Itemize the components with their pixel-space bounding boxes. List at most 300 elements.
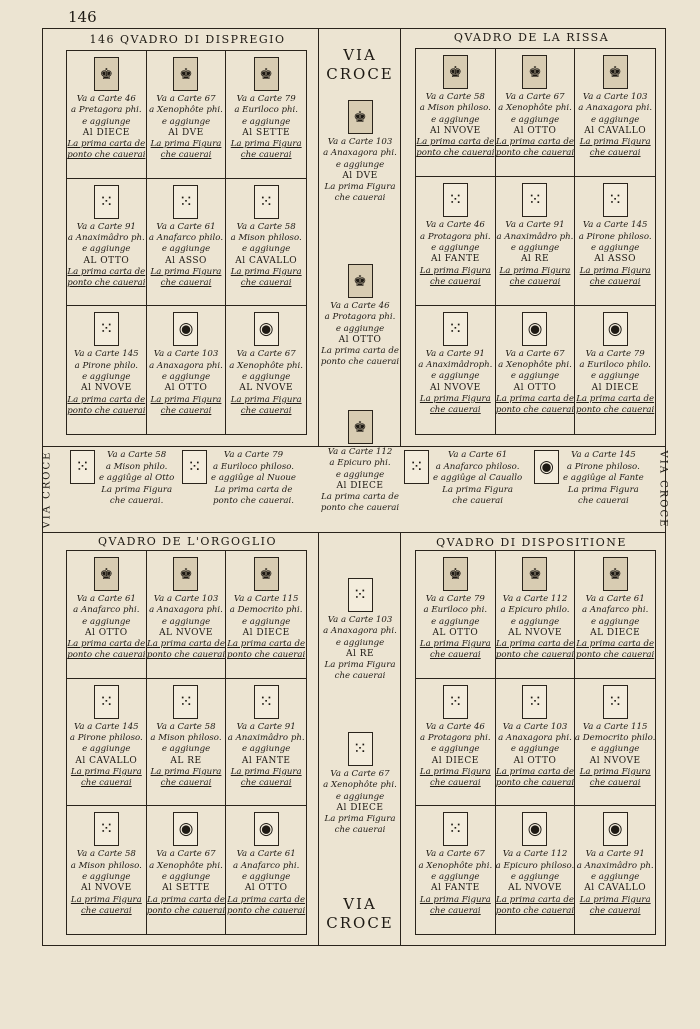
instruction-line: che cauerai [429, 650, 481, 661]
quadro-cell [496, 679, 576, 807]
aggiunge-label: e aggiunge [510, 871, 560, 882]
philosopher: a Anafarco phi. [581, 605, 649, 616]
philosopher: a Xenophôte phi. [149, 105, 223, 116]
figure-card-icon: ♚ [348, 264, 373, 298]
instruction-line: ponto che cauerai [495, 650, 575, 661]
quadro-cell [496, 306, 576, 434]
quadro-cell [496, 49, 576, 177]
carte-ref: Va a Carte 61 [448, 450, 508, 460]
added-card: Al CAVALLO [584, 883, 647, 894]
added-card: Al NVOVE [429, 382, 481, 393]
divider [400, 28, 401, 446]
added-card: Al OTTO [513, 125, 557, 136]
aggiunge-label: e aggiunge [590, 871, 640, 882]
aggiunge-label: e aggiûge al Cauallo [433, 473, 523, 483]
carte-ref: Va a Carte 112 [327, 447, 393, 457]
instruction-line: ponto che cauerai. [212, 496, 294, 506]
added-card: Al ASSO [165, 255, 207, 266]
center-entry [318, 732, 402, 837]
carte-ref: Va a Carte 145 [582, 220, 648, 231]
via-croce-right: VIA CROCE [657, 450, 669, 529]
philosopher: a Mison philoso. [70, 860, 142, 871]
instruction-line: La prima Figura [324, 660, 396, 671]
figure-card-icon: ♚ [603, 55, 628, 89]
figure-card-icon: ♚ [603, 557, 628, 591]
dice-card-icon: ⁙ [522, 183, 547, 217]
instruction-line: La prima carta de [67, 394, 146, 405]
instruction-line: La prima carta de [227, 639, 306, 650]
figure-card-icon: ♚ [173, 557, 198, 591]
instruction-line: ponto che cauerai [67, 150, 146, 161]
added-card: Al FANTE [241, 755, 291, 766]
added-card: Al OTTO [513, 382, 557, 393]
carte-ref: Va a Carte 61 [585, 594, 645, 604]
added-card: Al OTTO [244, 883, 288, 894]
instruction-line: La prima carta de [496, 137, 574, 148]
quadro-cell [226, 51, 306, 179]
quadro-cell [226, 806, 306, 934]
quadro-cell [416, 551, 496, 679]
instruction-line: ponto che cauerai [67, 650, 146, 661]
coin-card-icon: ◉ [173, 812, 198, 846]
carte-ref: Va a Carte 67 [330, 769, 390, 779]
via-croce-bottom: VIA CROCE [326, 895, 394, 932]
dice-card-icon: ⁙ [443, 685, 468, 719]
instruction-line: che cauerai [80, 778, 132, 789]
instruction-line: ponto che cauerai [495, 405, 575, 416]
added-card: Al DIECE [82, 127, 130, 138]
aggiunge-label: e aggiunge [241, 744, 291, 755]
quadro-cell [416, 679, 496, 807]
quadro-title: QVADRO DE LA RISSA [453, 31, 610, 44]
quadro-cell [575, 177, 655, 305]
aggiunge-label: e aggiunge [241, 371, 291, 382]
coin-card-icon: ◉ [522, 812, 547, 846]
added-card: AL NVOVE [508, 883, 562, 894]
added-card: Al DIECE [591, 382, 639, 393]
instruction-line: La prima carta de [67, 266, 146, 277]
aggiunge-label: e aggiunge [82, 616, 131, 627]
instruction-line: La prima Figura [150, 139, 222, 150]
philosopher: a Anafarco philoso. [435, 461, 520, 472]
instruction-line: La prima Figura [419, 265, 491, 276]
aggiunge-label: e aggiunge [161, 244, 211, 255]
instruction-line: La prima carta de [576, 639, 655, 650]
philosopher: a Protagora phi. [420, 732, 491, 743]
carte-ref: Va a Carte 103 [153, 594, 219, 604]
instruction-line: che cauerai [429, 905, 481, 916]
figure-card-icon: ♚ [254, 557, 279, 591]
aggiunge-label: e aggiunge [510, 371, 560, 382]
coin-card-icon: ◉ [173, 312, 198, 346]
instruction-line: ponto che cauerai [576, 405, 655, 416]
quadro-cell [147, 179, 227, 307]
philosopher: a Anaximâdroph. [418, 359, 493, 370]
aggiunge-label: e aggiunge [82, 244, 131, 255]
philosopher: a Xenophôte phi. [418, 860, 493, 871]
quadro-cell [67, 679, 147, 807]
aggiunge-label: e aggiunge [431, 242, 480, 253]
figure-card-icon: ♚ [443, 557, 468, 591]
instruction-line: La prima Figura [567, 484, 639, 495]
added-card: AL RE [170, 755, 202, 766]
instruction-line: La prima Figura [230, 266, 302, 277]
added-card: AL OTTO [432, 627, 479, 638]
instruction-line: La prima carta de [67, 639, 146, 650]
added-card: Al FANTE [431, 883, 480, 894]
philosopher: a Pirone philoso. [566, 461, 640, 472]
dice-card-icon: ⁙ [94, 185, 119, 219]
aggiunge-label: e aggiunge [510, 616, 560, 627]
instruction-line: La prima Figura [230, 139, 302, 150]
carte-ref: Va a Carte 67 [505, 348, 565, 359]
instruction-line: che cauerai [160, 405, 212, 416]
carte-ref: Va a Carte 46 [76, 94, 136, 104]
instruction-line: ponto che cauerai [495, 905, 575, 916]
aggiunge-label: e aggiunge [161, 371, 211, 382]
carte-ref: Va a Carte 145 [74, 349, 139, 360]
instruction-line: ponto che cauerai [495, 148, 575, 159]
instruction-line: La prima Figura [230, 394, 302, 405]
instruction-line: che cauerai [160, 778, 212, 789]
philosopher: a Anaximâdro ph. [67, 232, 145, 243]
instruction-line: che cauerai [589, 905, 641, 916]
carte-ref: Va a Carte 91 [76, 221, 136, 232]
carte-ref: Va a Carte 61 [156, 221, 216, 232]
instruction-line: La prima Figura [150, 266, 222, 277]
quadro-cell [147, 679, 227, 807]
instruction-line: che cauerai [160, 278, 212, 289]
carte-ref: Va a Carte 145 [74, 721, 139, 732]
dice-card-icon: ⁙ [404, 450, 429, 484]
instruction-line: La prima carta de [496, 639, 574, 650]
instruction-line: che cauerai [589, 778, 641, 789]
quadro-title: QVADRO DI DISPOSITIONE [436, 536, 627, 549]
philosopher: a Mison philoso. [419, 103, 491, 114]
figure-card-icon: ♚ [522, 557, 547, 591]
added-card: Al RE [520, 254, 550, 265]
carte-ref: Va a Carte 103 [327, 137, 393, 147]
coin-card-icon: ◉ [254, 812, 279, 846]
aggiunge-label: e aggiunge [241, 871, 291, 882]
philosopher: a Anaxagora phi. [149, 605, 223, 616]
aggiunge-label: e aggiunge [590, 744, 640, 755]
quadro-grid [415, 550, 656, 935]
added-card: AL OTTO [83, 255, 130, 266]
figure-card-icon: ♚ [443, 55, 468, 89]
philosopher: a Anaxagora phi. [323, 626, 397, 637]
aggiunge-label: e aggiunge [431, 871, 480, 882]
quadro-cell [226, 179, 306, 307]
quadro-grid [66, 50, 307, 435]
philosopher: a Pirone philo. [74, 360, 138, 371]
aggiunge-label: e aggiunge [161, 744, 211, 755]
carte-ref: Va a Carte 115 [233, 594, 299, 604]
added-card: Al CAVALLO [235, 255, 298, 266]
philosopher: a Xenophôte phi. [498, 103, 572, 114]
quadro-cell [575, 679, 655, 807]
instruction-line: La prima carta de [321, 492, 399, 503]
philosopher: a Xenophôte phi. [229, 360, 304, 371]
aggiunge-label: e aggiunge [82, 371, 131, 382]
page-number: 146 [68, 8, 97, 26]
instruction-line: ponto che cauerai [67, 278, 146, 289]
aggiunge-label: e aggiunge [241, 116, 291, 127]
aggiunge-label: e aggiunge [241, 244, 291, 255]
carte-ref: Va a Carte 103 [153, 349, 219, 360]
instruction-line: La prima carta de [214, 484, 293, 495]
aggiunge-label: e aggiûge al Fante [563, 473, 644, 483]
philosopher: a Anaximâdro ph. [227, 732, 305, 743]
dice-card-icon: ⁙ [94, 812, 119, 846]
instruction-line: ponto che cauerai [227, 650, 306, 661]
philosopher: a Democrito phi. [229, 605, 303, 616]
instruction-line: ponto che cauerai [576, 650, 655, 661]
added-card: Al OTTO [513, 755, 557, 766]
added-card: Al DIECE [431, 755, 479, 766]
instruction-line: La prima carta de [147, 639, 225, 650]
philosopher: a Anaximâdro ph. [496, 231, 574, 242]
philosopher: a Euriloco phi. [423, 605, 488, 616]
philosopher: a Xenophôte phi. [498, 359, 572, 370]
aggiunge-label: e aggiunge [510, 242, 560, 253]
dice-card-icon: ⁙ [443, 312, 468, 346]
dice-card-icon: ⁙ [173, 185, 198, 219]
added-card: Al CAVALLO [75, 755, 138, 766]
philosopher: a Mison philo. [105, 461, 168, 472]
figure-card-icon: ♚ [173, 57, 198, 91]
instruction-line: La prima Figura [70, 766, 142, 777]
quadro-cell [496, 551, 576, 679]
quadro-title: QVADRO DE L'ORGOGLIO [97, 535, 277, 548]
carte-ref: Va a Carte 58 [76, 849, 136, 860]
instruction-line: La prima Figura [579, 894, 651, 905]
instruction-line: che cauerai [240, 278, 292, 289]
instruction-line: ponto che cauerai [320, 503, 400, 514]
instruction-line: che cauerai [429, 405, 481, 416]
philosopher: a Anaxagora phi. [578, 103, 653, 114]
instruction-line: La prima Figura [70, 894, 142, 905]
dice-card-icon: ⁙ [70, 450, 95, 484]
instruction-line: ponto che cauerai [227, 905, 306, 916]
dice-card-icon: ⁙ [603, 685, 628, 719]
instruction-line: ponto che cauerai [320, 357, 400, 368]
aggiunge-label: e aggiunge [431, 616, 480, 627]
instruction-line: La prima carta de [496, 894, 574, 905]
instruction-line: La prima carta de [147, 894, 225, 905]
quadro-title: 146 QVADRO DI DISPREGIO [89, 33, 286, 46]
via-croce-top: VIA CROCE [326, 46, 394, 83]
carte-ref: Va a Carte 91 [236, 721, 296, 732]
carte-ref: Va a Carte 112 [502, 594, 568, 604]
dice-card-icon: ⁙ [182, 450, 207, 484]
aggiunge-label: e aggiunge [161, 616, 211, 627]
instruction-line: che cauerai [240, 778, 292, 789]
added-card: AL NVOVE [508, 627, 562, 638]
added-card: Al CAVALLO [584, 125, 647, 136]
philosopher: a Anaxagora phi. [323, 148, 397, 159]
center-entry [318, 410, 402, 515]
instruction-line: che cauerai [334, 825, 386, 836]
added-card: Al NVOVE [589, 755, 641, 766]
divider [318, 28, 319, 446]
aggiunge-label: e aggiunge [335, 791, 385, 802]
instruction-line: che cauerai [80, 905, 132, 916]
dice-card-icon: ⁙ [603, 183, 628, 217]
instruction-line: ponto che cauerai [416, 148, 495, 159]
aggiunge-label: e aggiunge [590, 242, 640, 253]
added-card: Al NVOVE [80, 383, 132, 394]
quadro-cell [416, 177, 496, 305]
coin-card-icon: ◉ [254, 312, 279, 346]
carte-ref: Va a Carte 79 [223, 450, 284, 460]
carte-ref: Va a Carte 103 [502, 721, 568, 732]
quadro-grid [415, 48, 656, 435]
band-entry [404, 450, 522, 508]
quadro-cell [575, 49, 655, 177]
instruction-line: La prima Figura [499, 265, 571, 276]
instruction-line: La prima Figura [419, 639, 491, 650]
instruction-line: La prima Figura [579, 137, 651, 148]
aggiunge-label: e aggiunge [590, 114, 640, 125]
philosopher: a Pirone philoso. [69, 732, 143, 743]
quadro-cell [416, 806, 496, 934]
philosopher: a Pirone philoso. [578, 231, 652, 242]
aggiunge-label: e aggiunge [82, 871, 131, 882]
aggiunge-label: e aggiûge al Nuoue [211, 473, 296, 483]
philosopher: a Democrito philo. [575, 732, 655, 743]
carte-ref: Va a Carte 46 [425, 220, 485, 231]
philosopher: a Protagora phi. [324, 312, 396, 323]
figure-card-icon: ♚ [348, 100, 373, 134]
figure-card-icon: ♚ [522, 55, 547, 89]
instruction-line: che cauerai [452, 496, 503, 506]
instruction-line: La prima Figura [419, 766, 491, 777]
instruction-line: che cauerai [589, 148, 641, 159]
carte-ref: Va a Carte 58 [107, 450, 167, 460]
added-card: AL DIECE [590, 627, 641, 638]
philosopher: a Pretagora phi. [71, 105, 142, 116]
philosopher: a Anaximâdro ph. [576, 860, 654, 871]
quadro-cell [416, 49, 496, 177]
aggiunge-label: e aggiunge [241, 616, 291, 627]
instruction-line: La prima Figura [101, 484, 173, 495]
added-card: Al SETTE [242, 127, 291, 138]
coin-card-icon: ◉ [534, 450, 559, 484]
philosopher: a Epicuro phi. [329, 458, 391, 469]
instruction-line: ponto che cauerai [67, 405, 146, 416]
coin-card-icon: ◉ [603, 312, 628, 346]
aggiunge-label: e aggiunge [335, 637, 385, 648]
quadro-cell [147, 806, 227, 934]
carte-ref: Va a Carte 46 [330, 301, 390, 311]
carte-ref: Va a Carte 145 [571, 450, 636, 460]
instruction-line: La prima carta de [67, 139, 146, 150]
carte-ref: Va a Carte 58 [236, 221, 296, 232]
instruction-line: che cauerai [240, 405, 292, 416]
aggiunge-label: e aggiunge [510, 114, 560, 125]
instruction-line: La prima Figura [579, 766, 651, 777]
instruction-line: La prima carta de [496, 393, 574, 404]
instruction-line: La prima carta de [416, 137, 495, 148]
added-card: Al SETTE [162, 883, 210, 894]
quadro-cell [575, 306, 655, 434]
carte-ref: Va a Carte 61 [236, 849, 296, 860]
instruction-line: che cauerai. [109, 496, 164, 506]
quadro-cell [147, 306, 227, 434]
philosopher: a Anaxagora phi. [498, 732, 572, 743]
instruction-line: che cauerai [334, 193, 386, 204]
carte-ref: Va a Carte 103 [327, 615, 393, 625]
carte-ref: Va a Carte 67 [156, 849, 216, 860]
carte-ref: Va a Carte 79 [425, 594, 485, 604]
center-entry [318, 578, 402, 683]
dice-card-icon: ⁙ [94, 312, 119, 346]
quadro-cell [226, 679, 306, 807]
aggiunge-label: e aggiunge [431, 744, 480, 755]
carte-ref: Va a Carte 67 [236, 349, 296, 360]
aggiunge-label: e aggiunge [510, 744, 560, 755]
instruction-line: che cauerai [334, 671, 386, 682]
figure-card-icon: ♚ [254, 57, 279, 91]
carte-ref: Va a Carte 61 [76, 594, 136, 604]
dice-card-icon: ⁙ [254, 185, 279, 219]
coin-card-icon: ◉ [522, 312, 547, 346]
carte-ref: Va a Carte 67 [156, 94, 216, 104]
quadro-cell [226, 551, 306, 679]
dice-card-icon: ⁙ [254, 685, 279, 719]
added-card: Al OTTO [84, 627, 128, 638]
philosopher: a Xenophôte phi. [323, 780, 397, 791]
carte-ref: Va a Carte 67 [425, 849, 485, 860]
aggiunge-label: e aggiunge [335, 469, 385, 480]
added-card: AL NVOVE [159, 627, 213, 638]
philosopher: a Epicuro philo. [500, 605, 570, 616]
quadro-cell [67, 306, 147, 434]
quadro-grid [66, 550, 307, 935]
instruction-line: ponto che cauerai [146, 905, 226, 916]
instruction-line: ponto che cauerai [495, 778, 575, 789]
philosopher: a Mison philoso. [150, 732, 222, 743]
figure-card-icon: ♚ [94, 557, 119, 591]
aggiunge-label: e aggiunge [590, 371, 640, 382]
added-card: Al NVOVE [429, 125, 481, 136]
added-card: Al RE [345, 648, 375, 659]
added-card: Al OTTO [164, 383, 208, 394]
added-card: Al OTTO [338, 334, 382, 345]
carte-ref: Va a Carte 91 [425, 348, 485, 359]
carte-ref: Va a Carte 58 [425, 92, 485, 102]
added-card: Al DIECE [242, 627, 290, 638]
added-card: Al DIECE [336, 480, 384, 491]
via-croce-left: VIA CROCE [41, 450, 53, 529]
dice-card-icon: ⁙ [94, 685, 119, 719]
figure-card-icon: ♚ [348, 410, 373, 444]
aggiunge-label: e aggiûge al Otto [99, 473, 175, 483]
philosopher: a Xenophôte phi. [149, 860, 223, 871]
philosopher: a Anaxagora phi. [149, 360, 223, 371]
instruction-line: che cauerai [578, 496, 629, 506]
instruction-line: La prima Figura [150, 766, 222, 777]
band-entry [70, 450, 174, 508]
instruction-line: ponto che cauerai [146, 650, 226, 661]
philosopher: a Mison philoso. [230, 232, 302, 243]
divider [42, 532, 666, 533]
added-card: Al DIECE [336, 802, 384, 813]
quadro-cell [416, 306, 496, 434]
added-card: Al NVOVE [80, 883, 132, 894]
carte-ref: Va a Carte 58 [156, 721, 216, 732]
